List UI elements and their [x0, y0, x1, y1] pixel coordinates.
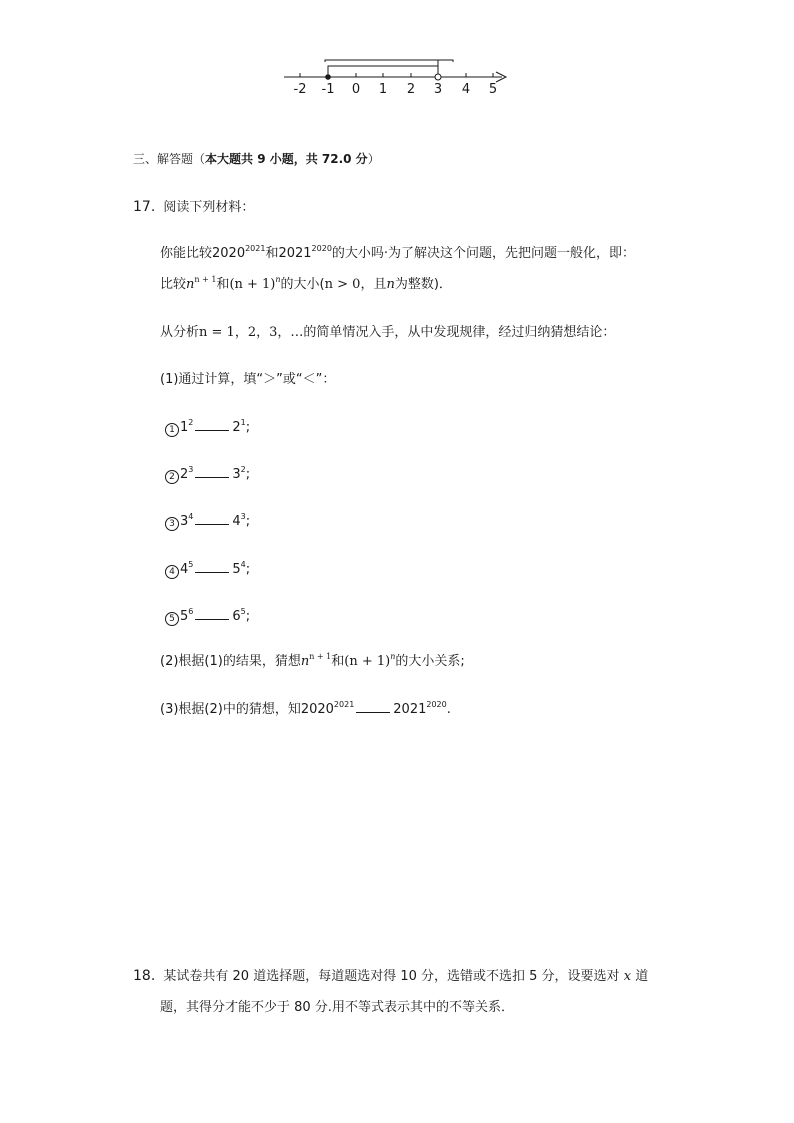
text-run: (2)根据(1)的结果，猜想	[160, 654, 301, 669]
comparison-item	[165, 418, 250, 437]
answer-blank[interactable]	[195, 512, 229, 525]
q17-part-2	[160, 653, 465, 671]
text-run: 道	[635, 969, 649, 984]
q17-paragraph-1	[160, 245, 635, 263]
base: 1	[180, 420, 189, 435]
circled-number: 2	[165, 470, 179, 484]
text-run: 为整数)．	[394, 277, 452, 292]
section-bold: 本大题共 9 小题，共 72.0 分	[205, 152, 368, 166]
base: 5	[180, 609, 189, 624]
text-run: 的大小(	[280, 277, 325, 292]
text-run: 题，其得分才能不少于 80 分.用不等式表示其中的不等关系．	[160, 1000, 514, 1015]
answer-blank[interactable]	[195, 465, 229, 478]
math-expr: (n + 1)	[344, 654, 391, 669]
q17-part-1	[160, 371, 335, 389]
text-run: 某试卷共有 20 道选择题，每道题选对得 10 分，选错或不选扣 5 分，设要选对	[163, 969, 620, 984]
exponent: n	[390, 652, 396, 661]
text-run: 比较	[160, 277, 187, 292]
text-run: ;	[245, 467, 251, 482]
tick-label: 5	[488, 82, 498, 97]
text-run: ;	[245, 420, 251, 435]
tick-label: 4	[461, 82, 471, 97]
exponent: 5	[240, 607, 246, 616]
question-number: 17.	[133, 199, 156, 215]
section-title	[133, 150, 380, 168]
text-run: ，且	[360, 277, 387, 292]
base: 2	[180, 467, 189, 482]
solution-bracket-upper	[325, 60, 453, 62]
exponent: 2021	[245, 244, 266, 253]
exponent: 5	[188, 560, 194, 569]
tick-label: -1	[321, 82, 335, 97]
question-title: 阅读下列材料：	[163, 200, 255, 215]
exponent: 2021	[333, 700, 355, 709]
base: 4	[232, 514, 241, 529]
base: 2	[232, 420, 241, 435]
circled-number: 5	[165, 612, 179, 626]
text-run: ;	[245, 562, 251, 577]
exponent: 6	[188, 607, 194, 616]
solid-endpoint	[325, 74, 331, 80]
circled-number: 1	[165, 423, 179, 437]
question-18-line-2	[160, 999, 514, 1017]
exponent: 4	[188, 512, 194, 521]
answer-blank[interactable]	[356, 700, 390, 713]
tick-label: 0	[351, 82, 361, 97]
tick-label: 2	[406, 82, 416, 97]
text-run: 的简单情况入手，从中发现规律，经过归纳猜想结论：	[303, 325, 616, 340]
tick-label: 3	[433, 82, 443, 97]
math-expr: n = 1，2，3，…	[199, 325, 304, 340]
circled-number: 4	[165, 565, 179, 579]
tick-label: 1	[378, 82, 388, 97]
exponent: 2020	[426, 700, 447, 709]
answer-blank[interactable]	[195, 607, 229, 620]
math-expr: (n + 1)	[229, 277, 276, 292]
q17-paragraph-3	[160, 324, 615, 342]
q17-paragraph-2	[160, 276, 452, 294]
text-run: 从分析	[160, 325, 200, 340]
hollow-endpoint	[435, 74, 441, 80]
math-var: x	[623, 969, 632, 984]
answer-blank[interactable]	[195, 418, 229, 431]
q17-part-3	[160, 700, 451, 719]
exponent: n + 1	[194, 275, 217, 284]
text-run: 和	[216, 277, 230, 292]
math-expr: n > 0	[324, 277, 361, 292]
comparison-item	[165, 607, 250, 626]
text-run: .	[446, 702, 451, 717]
exponent: n	[275, 275, 281, 284]
math-var: n	[386, 277, 395, 292]
comparison-item	[165, 512, 250, 531]
exponent: 3	[188, 465, 194, 474]
base: 4	[180, 562, 189, 577]
exponent: n + 1	[309, 652, 332, 661]
number-line	[270, 52, 520, 100]
text-run: (1)通过计算，填“＞”或“＜”：	[160, 372, 336, 387]
section-prefix: 三、解答题（	[133, 152, 206, 166]
text-run: 2021	[393, 702, 427, 717]
text-run: 和2021	[265, 246, 312, 261]
comparison-item	[165, 560, 250, 579]
text-run: ;	[245, 514, 251, 529]
comparison-item	[165, 465, 250, 484]
exponent: 4	[240, 560, 246, 569]
text-run: ;	[245, 609, 251, 624]
exponent: 2	[188, 418, 194, 427]
text-run: 的大小关系;	[395, 654, 465, 669]
answer-blank[interactable]	[195, 560, 229, 573]
exponent: 2	[240, 465, 246, 474]
base: 6	[232, 609, 241, 624]
question-17-header	[133, 198, 254, 217]
tick-label: -2	[293, 82, 307, 97]
math-var: n	[186, 277, 195, 292]
question-18-line-1	[133, 967, 648, 986]
section-suffix: ）	[367, 152, 380, 166]
text-run: 和	[331, 654, 345, 669]
base: 5	[232, 562, 241, 577]
exponent: 1	[240, 418, 246, 427]
text-run: (3)根据(2)中的猜想，知2020	[160, 702, 334, 717]
exponent: 2020	[311, 244, 332, 253]
text-run: 你能比较2020	[160, 246, 246, 261]
question-number: 18.	[133, 968, 156, 984]
base: 3	[232, 467, 241, 482]
math-var: n	[300, 654, 310, 669]
circled-number: 3	[165, 517, 179, 531]
base: 3	[180, 514, 189, 529]
text-run: 的大小吗·为了解决这个问题，先把问题一般化，即：	[331, 246, 636, 261]
exponent: 3	[240, 512, 246, 521]
